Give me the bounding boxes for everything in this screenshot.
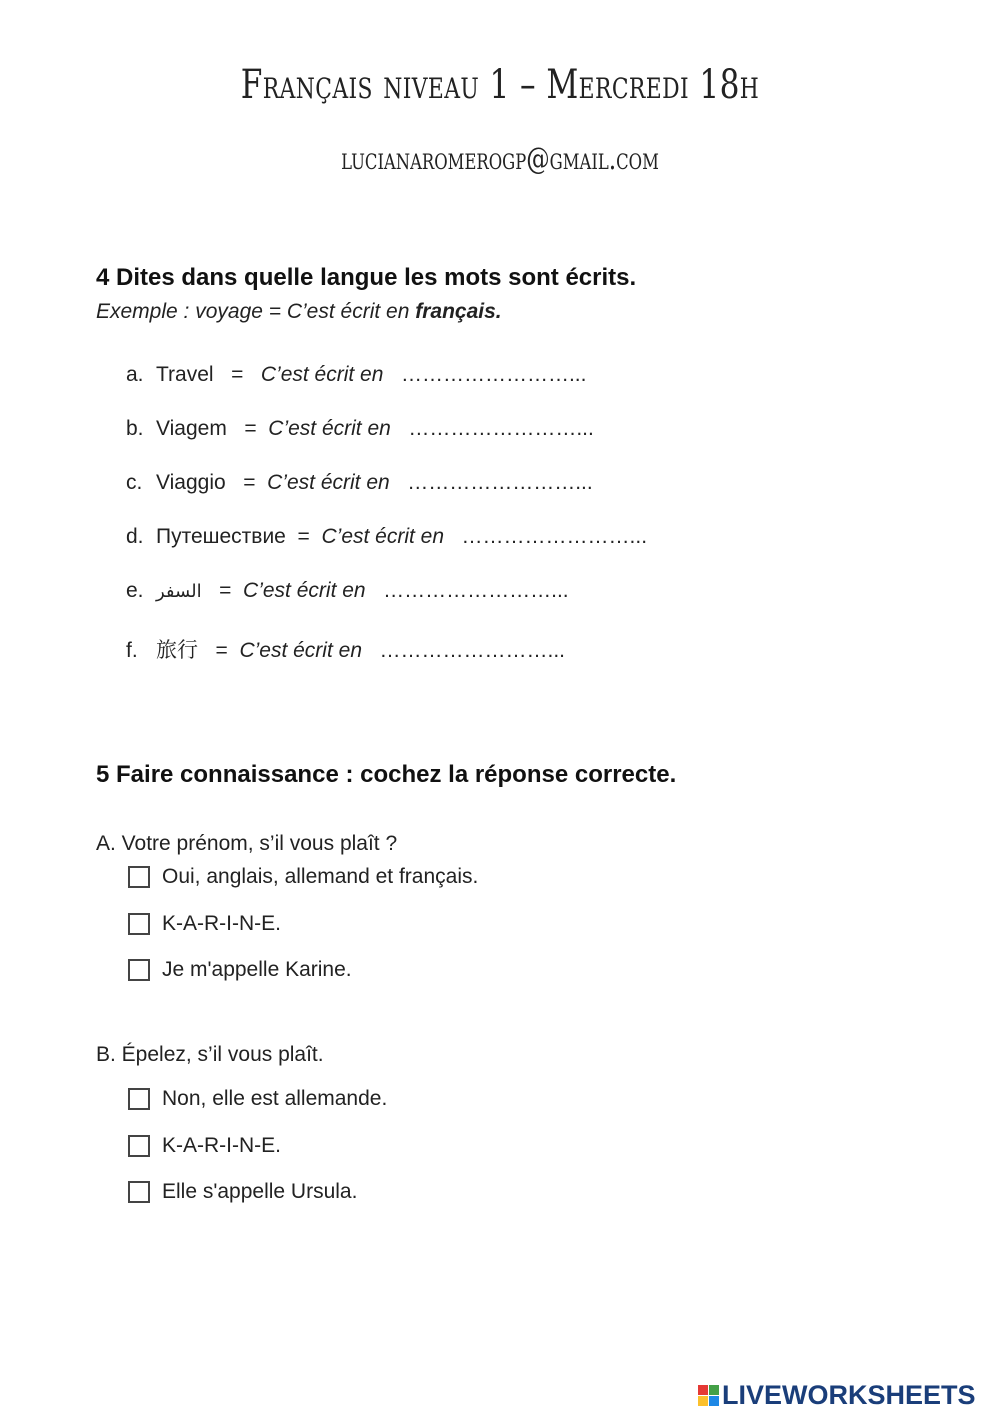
liveworksheets-logo [698,1380,976,1411]
checkbox[interactable] [128,913,150,935]
answer-blank[interactable]: ……………………... [379,639,566,662]
answer-blank[interactable]: ……………………... [461,525,648,548]
checkbox[interactable] [128,1135,150,1157]
answer-option[interactable]: K-A-R-I-N-E. [128,912,281,936]
answer-blank[interactable]: ……………………... [383,579,569,602]
checkbox[interactable] [128,959,150,981]
checkbox[interactable] [128,1181,150,1203]
logo-grid-icon [698,1385,719,1406]
exercise-5-heading: 5 Faire connaissance : cochez la réponse correcte. [96,761,677,788]
answer-blank[interactable]: ……………………... [407,471,593,494]
word: Travel [156,363,214,386]
word: Viagem [156,417,227,440]
answer-option[interactable]: Oui, anglais, allemand et français. [128,865,478,889]
word: السفر [156,581,202,601]
word: 旅行 [156,639,198,662]
example-answer: français. [415,300,502,323]
answer-option[interactable]: Elle s'appelle Ursula. [128,1180,357,1204]
exercise-4-heading: 4 Dites dans quelle langue les mots sont écrits. [96,264,637,291]
logo-text: LIVEWORKSHEETS [722,1380,976,1410]
worksheet-title: Français niveau 1 – Mercredi 18h [240,62,760,108]
answer-blank[interactable]: ……………………... [408,417,594,440]
example-prefix: Exemple : voyage = C’est écrit en [96,300,416,323]
answer-option[interactable]: Non, elle est allemande. [128,1087,387,1111]
list-item: d. Путешествие = C’est écrit en ……………………... [126,525,648,548]
exercise-4-example [96,300,502,324]
teacher-email: lucianaromerogp@gmail.com [341,142,659,177]
word: Viaggio [156,471,226,494]
question-a: A. Votre prénom, s’il vous plaît ? [96,832,398,855]
list-item: e. السفر = C’est écrit en ……………………... [126,579,569,602]
word: Путешествие [156,525,286,548]
question-b: B. Épelez, s’il vous plaît. [96,1043,324,1066]
answer-option[interactable]: Je m'appelle Karine. [128,958,352,982]
list-item: c. Viaggio = C’est écrit en ……………………... [126,471,593,494]
list-item: f. 旅行 = C’est écrit en ……………………... [126,639,566,662]
answer-option[interactable]: K-A-R-I-N-E. [128,1134,281,1158]
list-item: b. Viagem = C’est écrit en ……………………... [126,417,594,440]
checkbox[interactable] [128,1088,150,1110]
list-item: a. Travel = C’est écrit en ……………………... [126,363,587,386]
checkbox[interactable] [128,866,150,888]
answer-blank[interactable]: ……………………... [400,363,587,386]
